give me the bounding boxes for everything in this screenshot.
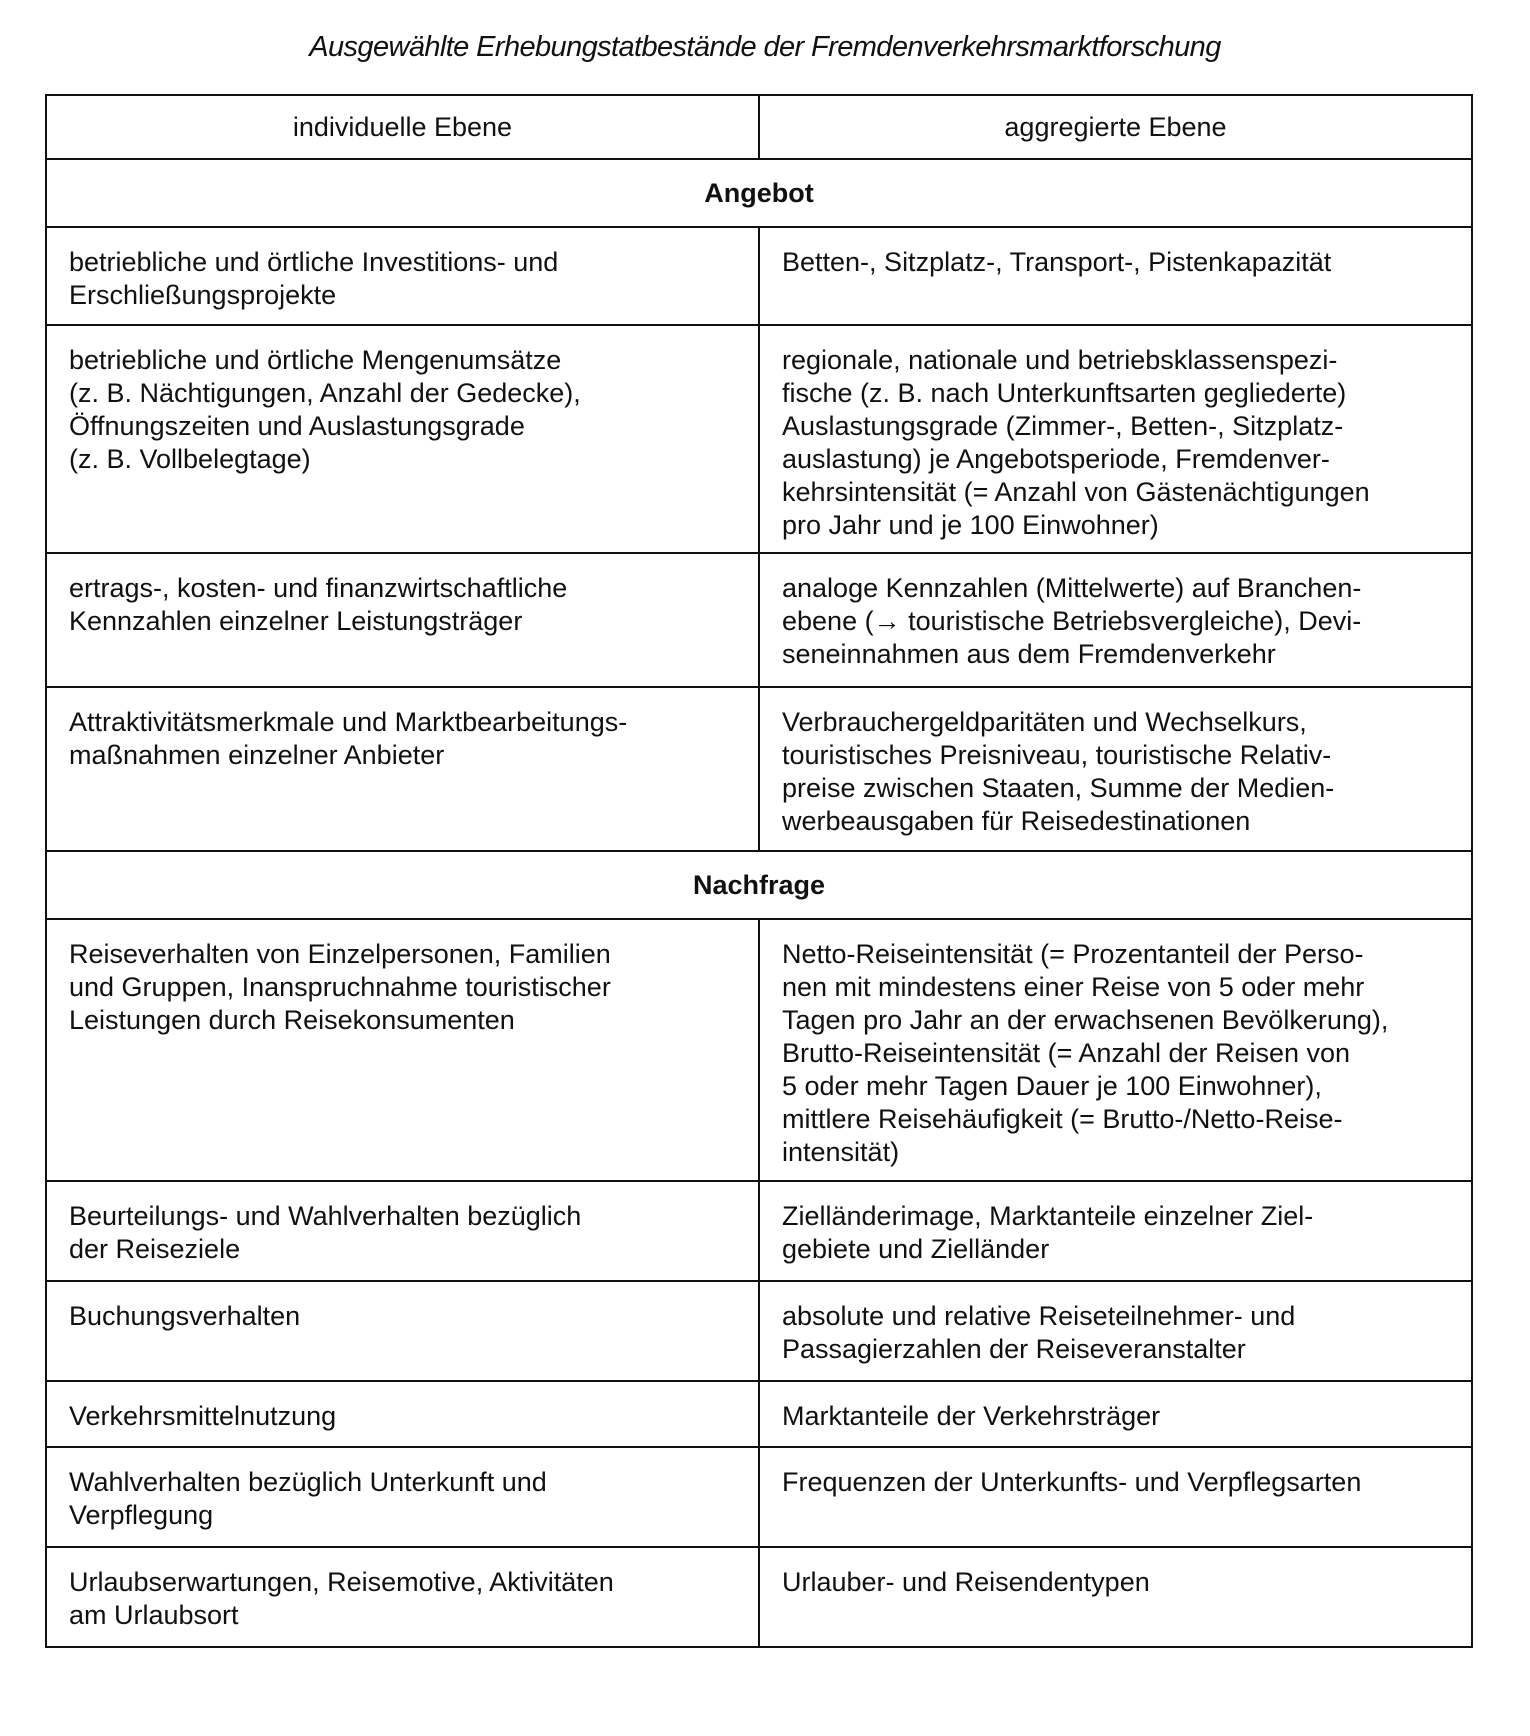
section-header-row bbox=[46, 159, 1472, 227]
table-row bbox=[46, 1547, 1472, 1647]
section-header-row bbox=[46, 851, 1472, 919]
cell-aggregate: Marktanteile der Verkehrsträger bbox=[759, 1381, 1472, 1447]
table-row bbox=[46, 687, 1472, 851]
column-header-individual: individuelle Ebene bbox=[46, 95, 759, 159]
cell-individual: Reiseverhalten von Einzelpersonen, Familien und Gruppen, Inanspruchnahme touristischer Leistungen durch Reisekonsumenten bbox=[46, 919, 759, 1181]
table-title: Ausgewählte Erhebungstatbestände der Fremdenverkehrsmarktforschung bbox=[309, 31, 1221, 63]
table-row bbox=[46, 325, 1472, 553]
cell-aggregate: Betten-, Sitzplatz-, Transport-, Pistenkapazität bbox=[759, 227, 1472, 325]
cell-aggregate: absolute und relative Reiseteilnehmer- und Passagierzahlen der Reiseveranstalter bbox=[759, 1281, 1472, 1381]
table-row bbox=[46, 1281, 1472, 1381]
cell-individual: ertrags-, kosten- und finanzwirtschaftliche Kennzahlen einzelner Leistungsträger bbox=[46, 553, 759, 687]
cell-individual: Attraktivitätsmerkmale und Marktbearbeitungs- maßnahmen einzelner Anbieter bbox=[46, 687, 759, 851]
cell-aggregate: Frequenzen der Unterkunfts- und Verpflegsarten bbox=[759, 1447, 1472, 1547]
table-row bbox=[46, 919, 1472, 1181]
cell-aggregate: Zielländerimage, Marktanteile einzelner Ziel- gebiete und Zielländer bbox=[759, 1181, 1472, 1281]
cell-aggregate: Verbrauchergeldparitäten und Wechselkurs, touristisches Preisniveau, touristische Relativ- preise zwischen Staaten, Summe der Medien- werbeausgaben für Reisedestinationen bbox=[759, 687, 1472, 851]
cell-individual: Verkehrsmittelnutzung bbox=[46, 1381, 759, 1447]
cell-individual: betriebliche und örtliche Investitions- und Erschließungsprojekte bbox=[46, 227, 759, 325]
cell-individual: Urlaubserwartungen, Reisemotive, Aktivitäten am Urlaubsort bbox=[46, 1547, 759, 1647]
column-header-row bbox=[46, 95, 1472, 159]
cell-individual: betriebliche und örtliche Mengenumsätze (z. B. Nächtigungen, Anzahl der Gedecke), Öffnungszeiten und Auslastungsgrade (z. B. Vollbelegtage) bbox=[46, 325, 759, 553]
cell-aggregate: analoge Kennzahlen (Mittelwerte) auf Branchen- ebene (→ touristische Betriebsvergleiche), Devi- seneinnahmen aus dem Fremdenverkehr bbox=[759, 553, 1472, 687]
table-row bbox=[46, 1447, 1472, 1547]
cell-individual: Beurteilungs- und Wahlverhalten bezüglich der Reiseziele bbox=[46, 1181, 759, 1281]
cell-individual: Buchungsverhalten bbox=[46, 1281, 759, 1381]
table-row bbox=[46, 553, 1472, 687]
column-header-aggregate: aggregierte Ebene bbox=[759, 95, 1472, 159]
survey-table bbox=[45, 94, 1473, 1648]
cell-aggregate: Netto-Reiseintensität (= Prozentanteil der Perso- nen mit mindestens einer Reise von 5 oder mehr Tagen pro Jahr an der erwachsenen Bevölkerung), Brutto-Reiseintensität (= Anzahl der Reisen von 5 oder mehr Tagen Dauer je 100 Einwohner), mittlere Reisehäufigkeit (= Brutto-/Netto-Reise- intensität) bbox=[759, 919, 1472, 1181]
table-row bbox=[46, 1381, 1472, 1447]
table-row bbox=[46, 1181, 1472, 1281]
cell-aggregate: Urlauber- und Reisendentypen bbox=[759, 1547, 1472, 1647]
section-heading-nachfrage: Nachfrage bbox=[46, 851, 1472, 919]
cell-individual: Wahlverhalten bezüglich Unterkunft und Verpflegung bbox=[46, 1447, 759, 1547]
section-heading-angebot: Angebot bbox=[46, 159, 1472, 227]
table-row bbox=[46, 227, 1472, 325]
cell-aggregate: regionale, nationale und betriebsklassenspezi- fische (z. B. nach Unterkunftsarten gegliederte) Auslastungsgrade (Zimmer-, Betten-, Sitzplatz- auslastung) je Angebotsperiode, Fremdenver- kehrsintensität (= Anzahl von Gästenächtigungen pro Jahr und je 100 Einwohner) bbox=[759, 325, 1472, 553]
